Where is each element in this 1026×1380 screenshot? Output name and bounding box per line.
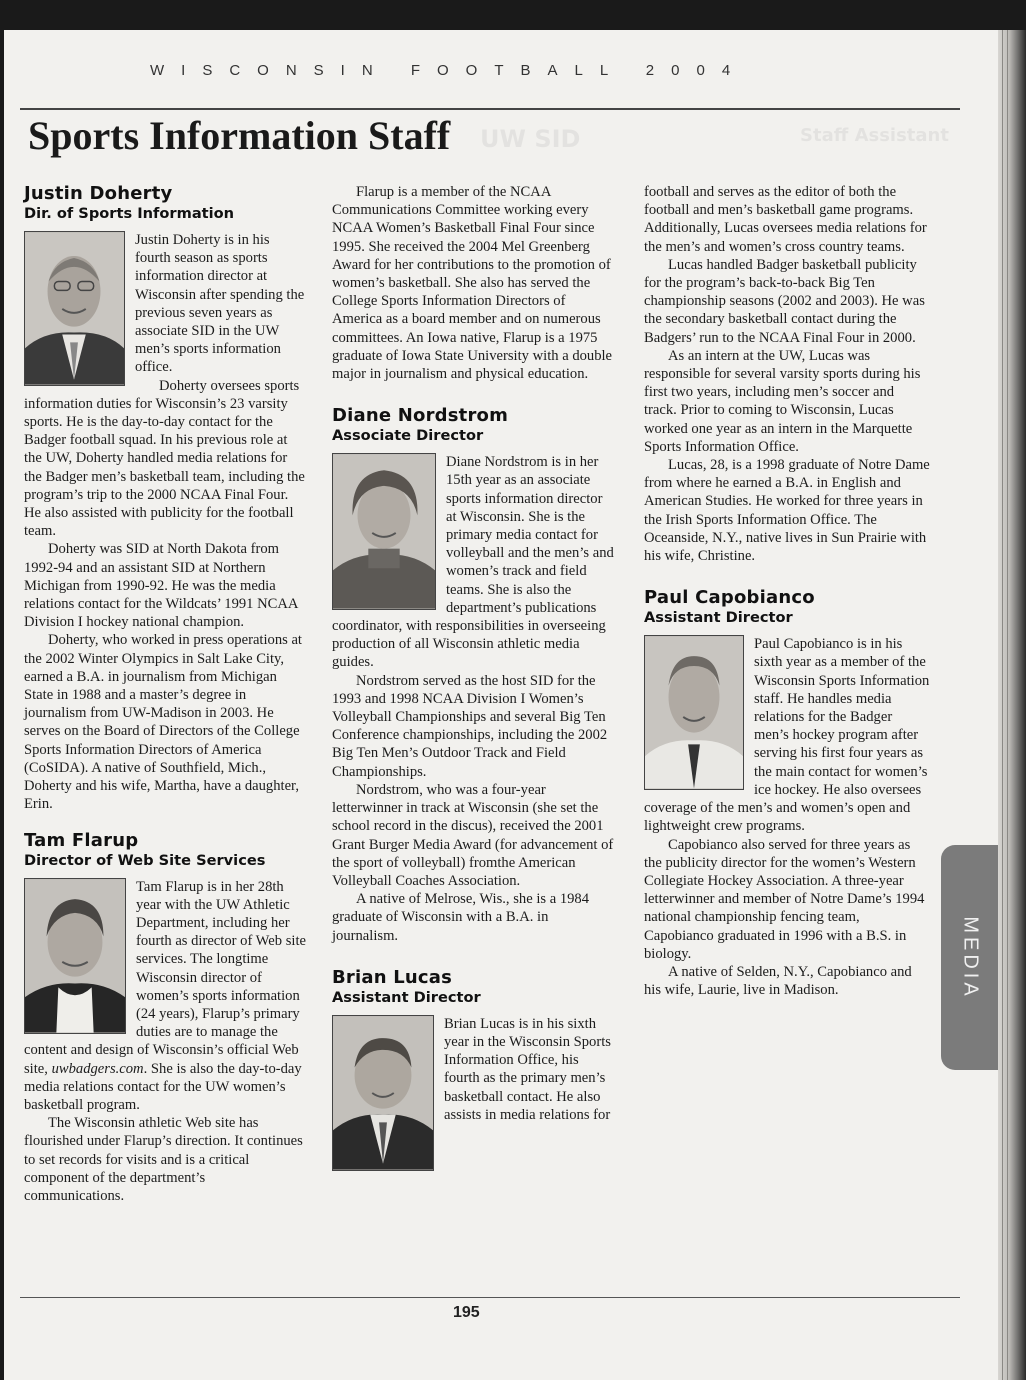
bio-paragraph: Flarup is a member of the NCAA Communications Committee working every NCAA Women’s Basketball Final Four since 1995. She received the 2004 Mel Greenberg Award for her contributions to the promotion of women’s basketball. She also has served the College Sports Information Directors of America as a board member and on numerous committees. An Iowa native, Flarup is a 1975 graduate of Iowa State University with a double major in journalism and physical education.: [332, 184, 613, 383]
page-number: 195: [453, 1304, 480, 1321]
staff-name: Diane Nordstrom: [332, 405, 509, 427]
portrait-photo: [332, 453, 436, 610]
portrait-photo: [644, 635, 744, 790]
header-rule: [20, 108, 960, 110]
bio-paragraph: Nordstrom, who was a four-year letterwinner in track at Wisconsin (she set the school record in the discus), received the 2001 Grant Burger Media Award (for advancement of the sport of volleyball) fromthe American Volleyball Coaches Association.: [332, 781, 614, 889]
bio-paragraph: Lucas, 28, is a 1998 graduate of Notre Dame from where he earned a B.A. in English and American Studies. He worked for three years in the Irish Sports Information Office. The Oceanside, N.Y., native lives in Sun Prairie with his wife, Christine.: [644, 457, 930, 565]
bio-text: Tam Flarup is in her 28th year with the UW Athletic Department, including her fourth as director of Web site services. The longtime Wisconsin director of women’s sports information (24 years), Flarup’s primary duties are to manage the content and design of Wisconsin’s official Web site,: [24, 878, 306, 1077]
bio-paragraph: The Wisconsin athletic Web site has flourished under Flarup’s direction. It continues to set records for visits and is a critical component of the department’s communications.: [24, 1115, 303, 1204]
staff-name: Paul Capobianco: [644, 587, 815, 609]
page-title: Sports Information Staff: [28, 113, 451, 158]
bio-paragraph: Lucas handled Badger basketball publicity for the program’s back-to-back Big Ten championship seasons (2002 and 2003). He was the secondary basketball contact during the Badgers’ run to the NCAA Final Four in 2000.: [644, 256, 925, 346]
website-link[interactable]: uwbadgers.com: [51, 1060, 144, 1077]
bio-paragraph: Doherty was SID at North Dakota from 1992-94 and an assistant SID at Northern Michigan from 1990-92. He was the media relations contact for the Wildcats’ 1991 NCAA Division I hockey national champion.: [24, 541, 298, 631]
portrait-photo: [24, 231, 125, 386]
show-through: Staff Assistant: [800, 125, 949, 146]
bio-paragraph: Nordstrom served as the host SID for the 1993 and 1998 NCAA Division I Women’s Volleyball Championships and several Big Ten Conference championships, including the 2002 Big Ten Men’s Outdoor Track and Field Championships.: [332, 672, 608, 780]
staff-name: Tam Flarup: [24, 829, 139, 851]
staff-name: Justin Doherty: [24, 183, 173, 204]
portrait-photo: [332, 1015, 434, 1171]
staff-title: Director of Web Site Services: [24, 851, 266, 869]
bio-paragraph: Capobianco also served for three years as the publicity director for the women’s Western Collegiate Hockey Association. A three-year letterwinner and member of Notre Dame’s 1994 national championship fencing team, Capobianco graduated in 1996 with a B.S. in biology.: [644, 836, 925, 962]
running-header: WISCONSIN FOOTBALL 2004: [150, 62, 748, 79]
section-tab[interactable]: [941, 845, 998, 1070]
bio-paragraph: Brian Lucas is in his sixth year in the Wisconsin Sports Information Office, his fourth as the primary men’s basketball contact. He also assists in media relations for: [444, 1015, 611, 1123]
binding-edge: [998, 30, 1026, 1380]
bio-paragraph: Diane Nordstrom is in her 15th year as an associate sports information director at Wisconsin. She is the primary media contact for volleyball and the men’s and women’s track and field teams. She is also the department’s publications coordinator, with responsibilities in overseeing production of all Wisconsin athletic media guides.: [332, 454, 614, 671]
bio-text: . She is also the day-to-day media relations contact for the UW women’s basketball program.: [24, 1060, 302, 1113]
bio-paragraph: As an intern at the UW, Lucas was responsible for several varsity sports during his first two years, including men’s soccer and track. Prior to coming to Wisconsin, Lucas worked one year as an intern in the Marquette Sports Information Office.: [644, 347, 921, 455]
footer-rule: [20, 1297, 960, 1298]
show-through: UW SID: [480, 125, 581, 153]
bio-paragraph: Doherty, who worked in press operations at the 2002 Winter Olympics in Salt Lake City, earned a B.A. in journalism from Michigan State in 1988 and a master’s degree in journalism from UW-Madison in 2003. He serves on the Board of Directors of the College Sports Information Directors of America (CoSIDA). A native of Southfield, Mich., Doherty and his wife, Martha, have a daughter, Erin.: [24, 632, 302, 813]
bio-paragraph: Paul Capobianco is in his sixth year as a member of the Wisconsin Sports Information staff. He handles media relations for the Badger men’s hockey program after serving his first four years as the main contact for women’s ice hockey. He also oversees coverage of the men’s and women’s open and lightweight crew programs.: [644, 636, 930, 835]
portrait-photo: [24, 878, 126, 1034]
staff-name: Brian Lucas: [332, 966, 453, 988]
staff-title: Assistant Director: [332, 988, 481, 1006]
column-1: [24, 183, 308, 1205]
section-tab-label: MEDIA: [959, 915, 981, 1000]
column-3: [644, 183, 930, 999]
staff-title: Assistant Director: [644, 609, 793, 627]
bio-paragraph: football and serves as the editor of both the football and men’s basketball game programs. Additionally, Lucas oversees media relations for the men’s and women’s cross country teams.: [644, 184, 927, 255]
bio-paragraph: Doherty oversees sports information duties for Wisconsin’s 23 varsity sports. He is the day-to-day contact for the Badger football squad. In his previous role at the UW, Doherty handled media relations for the Badger men’s basketball team, including the program’s trip to the 2000 NCAA Final Four. He also assisted with publicity for the football team.: [24, 377, 305, 540]
bio-paragraph: A native of Melrose, Wis., she is a 1984 graduate of Wisconsin with a B.A. in journalism.: [332, 891, 590, 944]
bio-paragraph: A native of Selden, N.Y., Capobianco and his wife, Laurie, live in Madison.: [644, 963, 912, 999]
bio-paragraph: Justin Doherty is in his fourth season as sports information director at Wisconsin after spending the previous seven years as associate SID in the UW men’s sports information office.: [135, 232, 305, 376]
staff-title: Dir. of Sports Information: [24, 205, 235, 222]
staff-title: Associate Director: [332, 427, 484, 445]
column-2: [332, 183, 614, 1177]
